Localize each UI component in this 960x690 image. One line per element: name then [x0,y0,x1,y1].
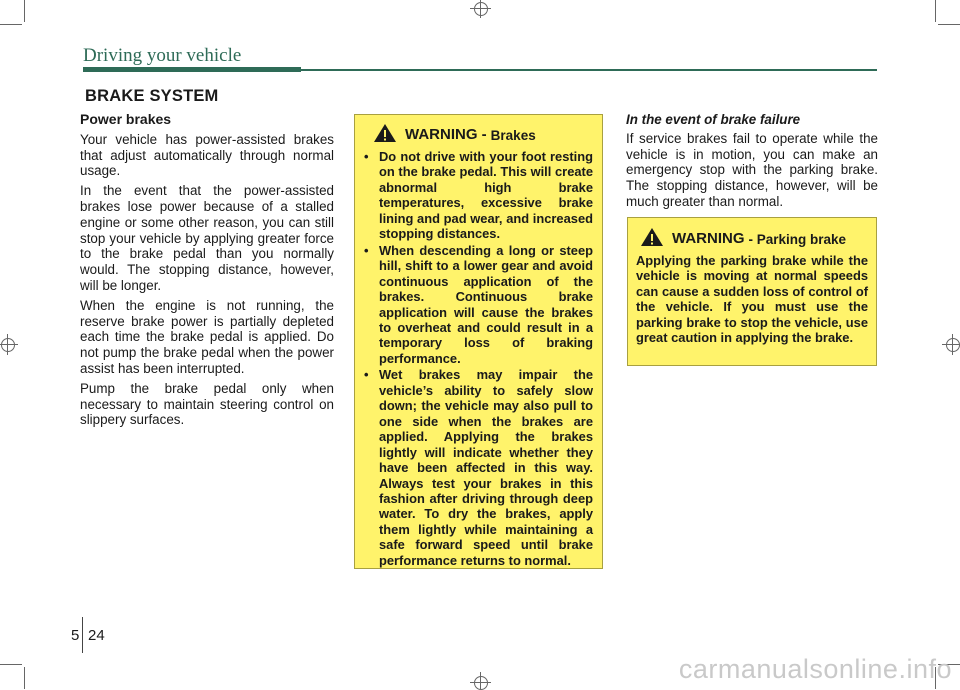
warning-label: WARNING - [405,126,487,143]
paragraph: When the engine is not running, the reserve brake power is partially depleted each time the brake pedal is applied. Do not pump the brake pedal when the power assist has been interrupted. [80,297,334,376]
crop-mark [0,24,22,25]
warning-header [373,123,593,143]
header-rule-thin [301,69,877,71]
running-header: Driving your vehicle [83,45,242,66]
list-item: • Wet brakes may impair the vehicle’s ability to safely slow down; the vehicle may also pull to one side when the brakes are applied. Applying the brakes lightly will indicate whether they have been affected in this way. Always test your brakes in this fashion after driving through deep water. To dry the brakes, apply them lightly while maintaining a safe forward speed until brake performance returns to normal. [364,367,593,568]
page-number-divider [82,617,83,653]
registration-circle [946,338,960,352]
brake-failure-section [626,112,878,210]
registration-circle [1,338,15,352]
watermark: carmanualsonline.info [678,654,952,684]
registration-circle [474,676,488,690]
list-item: • Do not drive with your foot resting on the brake pedal. This will create abnormal high brake temperatures, excessive brake lining and pad wear, and increased stopping distances. [364,149,593,242]
paragraph: Pump the brake pedal only when necessary to maintain steering control on slippery surfaces. [80,380,334,428]
bullet: • [364,242,369,258]
crop-mark [0,664,22,665]
warning-triangle-icon [640,227,664,247]
section-title: BRAKE SYSTEM [85,87,219,105]
crop-mark [935,0,936,22]
crop-mark [24,0,25,22]
warning-label: WARNING [672,230,745,247]
power-brakes-section [80,112,334,432]
paragraph: Your vehicle has power-assisted brakes that adjust automatically through normal usage. [80,131,334,179]
bullet: • [364,149,369,164]
warning-list [363,149,593,568]
section-number: 5 [71,627,80,644]
power-brakes-heading: Power brakes [80,111,172,127]
brake-failure-heading: In the event of brake failure [626,112,801,127]
page-number: 24 [88,627,105,644]
crop-mark [938,24,960,25]
warning-subject: Brakes [490,128,536,143]
paragraph: If service brakes fail to operate while the vehicle is in motion, you can make an emergency stop with the parking brake. The stopping distance, however, will be much greater than normal. [626,130,878,209]
warning-text: Applying the parking brake while the vehicle is moving at normal speeds can cause a sudden loss of control of the vehicle. If you must use the parking brake to stop the vehicle, use great caution in applying the brake. [636,253,868,346]
warning-triangle-icon [373,123,397,143]
list-item: • When descending a long or steep hill, shift to a lower gear and avoid continuous application of the brakes. Continuous brake application will cause the brakes to overheat and could result in a temporary loss of braking performance. [364,242,593,366]
bullet: • [364,367,369,383]
crop-mark [24,667,25,689]
warning-brakes-box [354,114,603,569]
warning-header [640,227,868,247]
header-rule-thick [83,67,301,72]
warning-subject: - Parking brake [748,232,847,247]
warning-parking-box [627,217,877,366]
registration-circle [474,2,488,16]
paragraph: In the event that the power-assisted brakes lose power because of a stalled engine or some other reason, you can still stop your vehicle by applying greater force to the brake pedal than you normally would. The stopping distance, however, will be longer. [80,183,334,293]
